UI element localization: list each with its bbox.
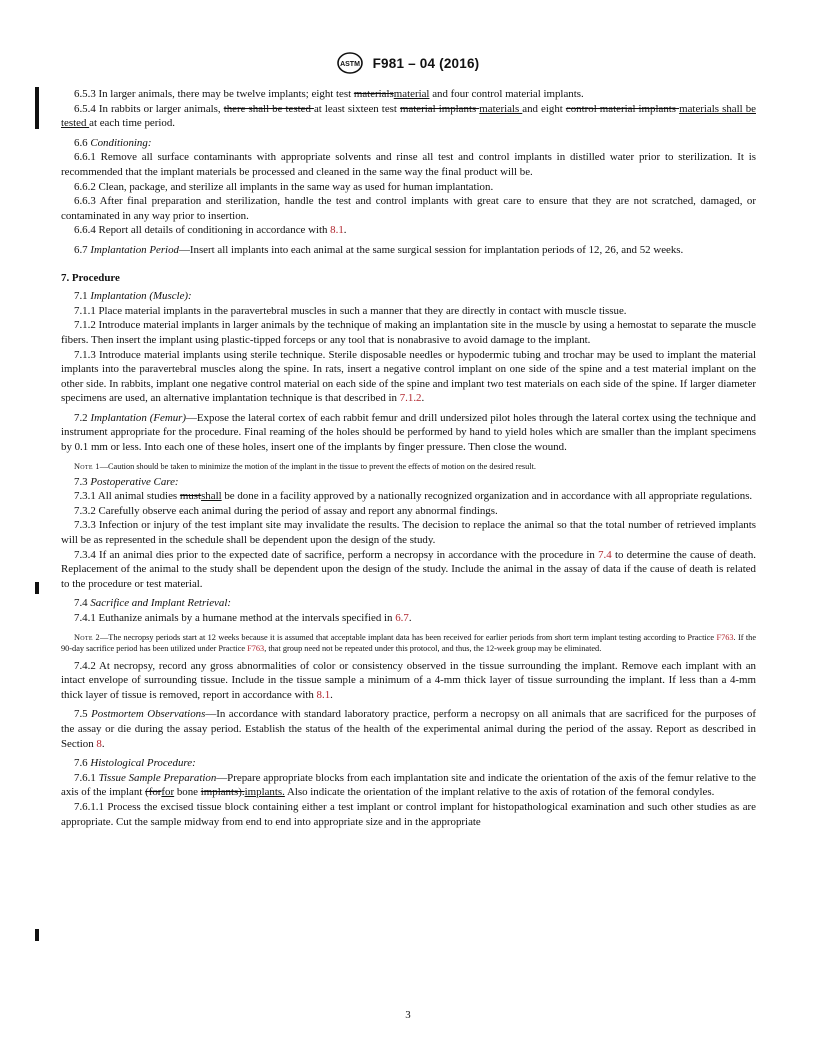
inserted-text: shall <box>201 490 222 503</box>
standard-designation: F981 – 04 (2016) <box>372 55 480 71</box>
deleted-text: material implants <box>399 102 480 115</box>
paragraph-6-5-4: 6.5.4 In rabbits or larger animals, there shall be tested at least sixteen test material implants materials and eight control material implants materials shall be tested at each time period. <box>61 102 756 130</box>
paragraph-7-3-2: 7.3.2 Carefully observe each animal during the period of assay and report any abnormal findings. <box>74 504 498 517</box>
document-body <box>61 87 756 829</box>
inserted-text: implants. <box>244 786 285 799</box>
paragraph-6-6-1: 6.6.1 Remove all surface contaminants with appropriate solvents and rinse all test and control implants in distilled water prior to sterilization. It is recommended that the implant materials be processed and cleaned in the same way the final product will be. <box>61 151 756 178</box>
paragraph-6-6-4: 6.6.4 Report all details of conditioning in accordance with 8.1. <box>74 224 347 237</box>
paragraph-6-6-3: 6.6.3 After final preparation and sterilization, handle the test and control implants with great care to ensure that they are not scratched, damaged, or contaminated in any way prior to insertion. <box>61 195 756 222</box>
paragraph-7-6-1: 7.6.1 Tissue Sample Preparation—Prepare appropriate blocks from each implantation site and indicate the orientation of the axis of the femur relative to the axis of the implant (forfor bone implants).implants. Also indicate the orientation of the implant relative to the axis of rotation of the femoral condyles. <box>61 771 756 799</box>
subsection-7-2: 7.2 Implantation (Femur)—Expose the lateral cortex of each rabbit femur and drill undersized pilot holes through the lateral cortex using the technique and instrument appropriate for the procedure. Final reaming of the holes should be performed by hand to yield holes which are smaller than the implant specimens by 0.1 mm or less. Into each one of these holes, insert one of the implants by finger pressure. Then close the wound. <box>61 411 756 454</box>
subsection-7-1: 7.1 Implantation (Muscle): <box>74 290 192 303</box>
note-2: Note 2—The necropsy periods start at 12 weeks because it is assumed that acceptable implant data has been received for earlier periods from short term implant testing according to Practice F763. If the 90-day sacrifice period has been utilized under Practice F763, that group need not be repeated under this protocol, and thus, the 12-week group may be eliminated. <box>61 632 757 653</box>
paragraph-7-4-2: 7.4.2 At necropsy, record any gross abnormalities of color or consistency observed in the tissue surrounding the implant. Remove each implant with an intact envelope of surrounding tissue. Include in the tissue sample a minimum of a 4-mm thick layer of tissue surrounding the implant. If less than a 4-mm thick layer of tissue is removed, report in accordance with 8.1. <box>61 659 756 701</box>
svg-text:ASTM: ASTM <box>339 61 360 68</box>
change-bar <box>35 87 39 129</box>
cross-reference-link[interactable]: 8 <box>96 737 102 750</box>
cross-reference-link[interactable]: 8.1 <box>330 224 344 237</box>
section-heading-procedure: 7. Procedure <box>61 271 120 284</box>
paragraph-6-5-3: 6.5.3 In larger animals, there may be twelve implants; eight test materialsmaterial and four control material implants. <box>74 88 584 100</box>
change-bar <box>35 582 39 594</box>
cross-reference-link[interactable]: 8.1 <box>316 688 331 701</box>
cross-reference-link[interactable]: 7.1.2 <box>399 392 422 405</box>
subsection-6-7: 6.7 Implantation Period—Insert all implants into each animal at the same surgical session for implantation periods of 12, 26, and 52 weeks. <box>74 243 684 256</box>
inserted-text: material <box>393 88 430 100</box>
page-header <box>0 52 816 76</box>
subsection-7-5: 7.5 Postmortem Observations—In accordance with standard laboratory practice, perform a necropsy on all animals that are sacrificed for the purposes of the assay or die during the assay period. Establish the status of the health of the experimental animal during the period of the assay. Report as described in Section 8. <box>61 708 756 750</box>
cross-reference-link[interactable]: 7.4 <box>598 548 612 561</box>
deleted-text: (for <box>145 786 162 799</box>
paragraph-7-6-1-1: 7.6.1.1 Process the excised tissue block containing either a test implant or control implant for histopathological examination and such other studies as are appropriate. Cut the sample midway from end to end into appropriate size and in the appropriate <box>61 800 756 828</box>
cross-reference-link[interactable]: 6.7 <box>395 612 409 624</box>
deleted-text: implants). <box>200 786 245 799</box>
change-bar <box>35 929 39 941</box>
cross-reference-link[interactable]: F763 <box>247 643 265 653</box>
note-1: Note 1—Caution should be taken to minimize the motion of the implant in the tissue to prevent the effects of motion on the desired result. <box>74 461 536 471</box>
subsection-7-4: 7.4 Sacrifice and Implant Retrieval: <box>74 597 231 610</box>
inserted-text: materials shall be tested <box>61 102 756 130</box>
deleted-text: must <box>179 490 202 503</box>
deleted-text: control material implants <box>565 102 680 115</box>
page-number: 3 <box>405 1009 411 1021</box>
paragraph-7-1-1: 7.1.1 Place material implants in the paravertebral muscles in such a manner that they are directly in contact with muscle tissue. <box>74 304 627 317</box>
inserted-text: materials <box>479 102 523 115</box>
astm-logo-icon <box>337 52 363 74</box>
paragraph-7-1-3: 7.1.3 Introduce material implants using sterile technique. Sterile disposable needles or hypodermic tubing and trochar may be used to implant the material implants into the paravertebral muscles along the spine. In rats, insert a negative control implant on one side of the spine and a test material implant on the other side. In rabbits, implant one negative control material on each side of the spine and implant two test materials on each side of the spine. If larger diameter specimens are used, an alternative implantation technique is that described in 7.1.2. <box>61 348 756 405</box>
subsection-7-3: 7.3 Postoperative Care: <box>74 475 179 488</box>
subsection-7-6: 7.6 Histological Procedure: <box>74 757 196 770</box>
deleted-text: materials <box>353 88 394 100</box>
subsection-6-6: 6.6 Conditioning: <box>74 136 152 149</box>
paragraph-6-6-2: 6.6.2 Clean, package, and sterilize all implants in the same way as used for human implantation. <box>74 180 494 193</box>
paragraph-7-3-4: 7.3.4 If an animal dies prior to the expected date of sacrifice, perform a necropsy in accordance with the procedure in 7.4 to determine the cause of death. Replacement of the animal to the study shall be dependent upon the design of the study. Include the animal in the assay of data if the cause of death is related to the procedure or test material. <box>61 548 756 590</box>
cross-reference-link[interactable]: F763 <box>716 632 734 642</box>
paragraph-7-1-2: 7.1.2 Introduce material implants in larger animals by the technique of making an implantation site in the muscle by using a hemostat to separate the muscle fibers. Then insert the implant using plastic-tipped forceps or any tool that is nonabrasive to avoid damage to the implant. <box>61 319 756 346</box>
inserted-text: for <box>161 786 175 799</box>
paragraph-7-3-3: 7.3.3 Infection or injury of the test implant site may invalidate the results. The decision to replace the animal so that the total number of retrieved implants will be as represented in the schedule shall be dependent upon the design of the study. <box>61 519 756 547</box>
paragraph-7-3-1: 7.3.1 All animal studies mustshall be done in a facility approved by a nationally recognized organization and in accordance with all appropriate regulations. <box>74 490 753 503</box>
paragraph-7-4-1: 7.4.1 Euthanize animals by a humane method at the intervals specified in 6.7. <box>74 612 412 624</box>
deleted-text: there shall be tested <box>223 102 314 115</box>
